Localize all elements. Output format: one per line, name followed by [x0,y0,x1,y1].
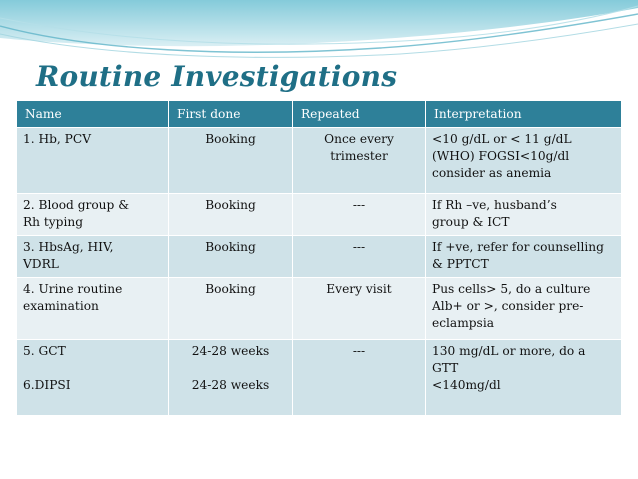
cell-text-line: 5. GCT [23,344,66,358]
cell-text-line: 24-28 weeks [191,378,270,392]
cell-text-line [23,360,164,377]
table-cell-name [17,340,169,416]
cell-text-line: Once every [324,132,394,146]
cell-text-line: 24-28 weeks [191,344,270,358]
cell-text-line: group & ICT [432,215,510,229]
table-cell-repeated [293,128,426,194]
cell-text-line: 2. Blood group & [23,198,130,212]
column-header-interpretation: Interpretation [426,101,622,128]
table-cell-repeated [293,340,426,416]
table-cell-repeated [293,236,426,278]
cell-text-line: Booking [205,132,256,146]
cell-text-line: Booking [205,198,256,212]
table-cell-name [17,278,169,340]
cell-text-line: eclampsia [432,316,494,330]
cell-text-line: Pus cells> 5, do a culture [432,282,591,296]
table-cell-repeated [293,278,426,340]
table-cell-first-done [169,194,293,236]
table-cell-repeated [293,194,426,236]
cell-text-line: & PPTCT [432,257,489,271]
table-row [17,194,622,236]
table-row [17,128,622,194]
table-cell-interpretation [426,236,622,278]
cell-text-line: <10 g/dL or < 11 g/dL [432,132,572,146]
column-header-repeated: Repeated [293,101,426,128]
cell-text-line: examination [23,299,99,313]
table-row [17,278,622,340]
table-cell-name [17,194,169,236]
cell-text-line: Alb+ or >, consider pre- [432,299,584,313]
cell-text-line: If +ve, refer for counselling [432,240,604,254]
cell-text-line: --- [352,344,366,358]
cell-text-line: trimester [330,149,388,163]
table-cell-name [17,236,169,278]
cell-text-line: Every visit [326,282,392,296]
cell-text-line: 4. Urine routine [23,282,123,296]
cell-text-line: consider as anemia [432,166,552,180]
table-cell-name [17,128,169,194]
table-cell-interpretation [426,340,622,416]
table-cell-interpretation [426,194,622,236]
cell-text-line: GTT [432,361,459,375]
cell-text-line: 3. HbsAg, HIV, [23,240,114,254]
cell-text-line: If Rh –ve, husband’s [432,198,557,212]
cell-text-line: (WHO) FOGSI<10g/dl [432,149,570,163]
decorative-wave-banner [0,0,638,68]
column-header-first-done: First done [169,101,293,128]
cell-text-line: Rh typing [23,215,84,229]
cell-text-line [173,360,288,377]
cell-text-line: 130 mg/dL or more, do a [432,344,586,358]
table-cell-first-done [169,128,293,194]
slide-title: Routine Investigations [36,60,398,93]
cell-text-line: <140mg/dl [432,378,501,392]
investigations-table [16,100,622,416]
cell-text-line: Booking [205,240,256,254]
cell-text-line: --- [352,240,366,254]
table-cell-first-done [169,278,293,340]
table-cell-interpretation [426,278,622,340]
table-cell-first-done [169,340,293,416]
table-cell-interpretation [426,128,622,194]
table-cell-first-done [169,236,293,278]
cell-text-line: 1. Hb, PCV [23,132,92,146]
cell-text-line: Booking [205,282,256,296]
cell-text-line: VDRL [23,257,59,271]
column-header-name: Name [17,101,169,128]
cell-text-line: 6.DIPSI [23,378,71,392]
table-header-row [17,101,622,128]
cell-text-line: --- [352,198,366,212]
table-row [17,236,622,278]
table-row [17,340,622,416]
